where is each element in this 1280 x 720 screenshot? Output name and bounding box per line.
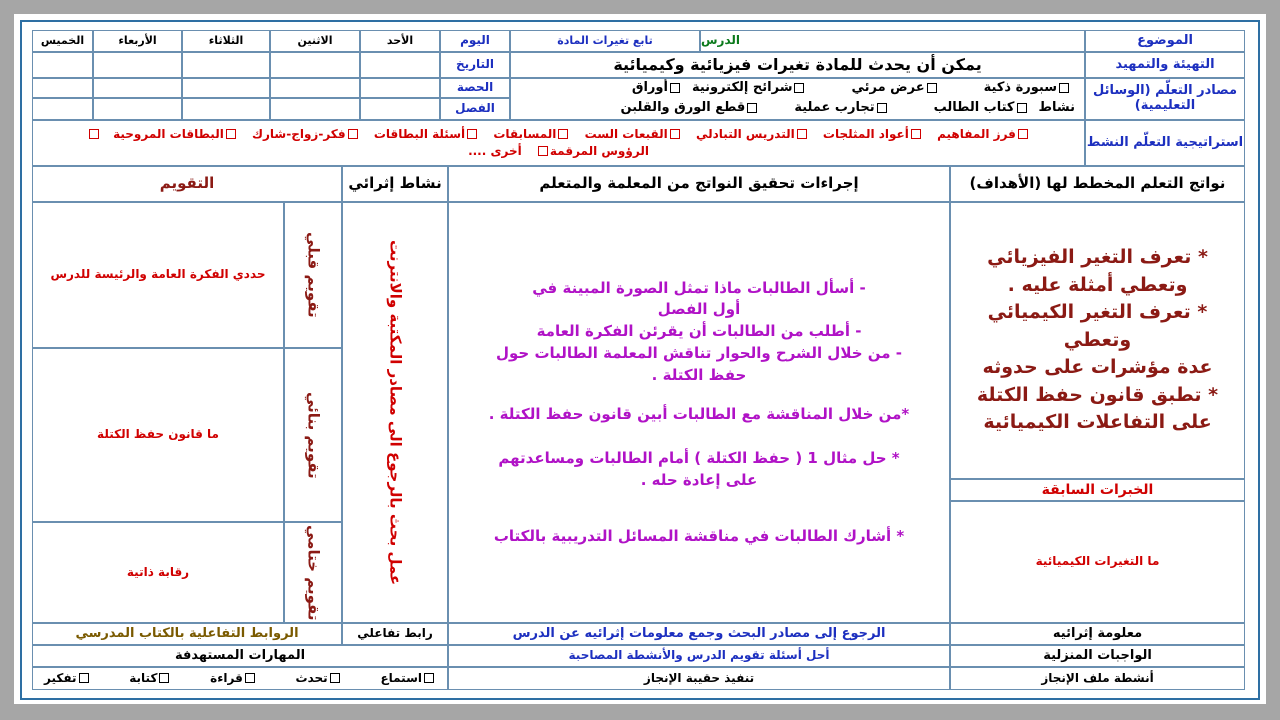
checkbox-icon [797, 129, 807, 139]
procedural-info-label: معلومة إثرائيه [950, 623, 1245, 645]
source-option[interactable]: سبورة ذكية [984, 81, 1071, 96]
strategies-row1 [82, 128, 1035, 142]
prior-knowledge-value: ما التغيرات الكيميائية [950, 501, 1245, 623]
period-cell-monday [270, 78, 360, 98]
day-monday: الاثنين [270, 30, 360, 52]
date-cell-wednesday [93, 52, 182, 78]
period-cell-wednesday [93, 78, 182, 98]
skill-option[interactable]: كتابة [129, 672, 171, 686]
date-cell-sunday [360, 52, 440, 78]
portfolio-value: تنفيذ حقيبة الإنجاز [448, 667, 950, 690]
enrichment-text: عمل بحث بالرجوع الى مصادر المكتبة والانترنت [386, 239, 405, 586]
skills-options [32, 667, 448, 690]
checkbox-icon [927, 83, 937, 93]
checkbox-icon [747, 103, 757, 113]
lesson-value: تابع تغيرات المادة [510, 30, 700, 52]
checkbox-icon [670, 129, 680, 139]
checkbox-icon [467, 129, 477, 139]
date-cell-tuesday [182, 52, 270, 78]
procedure-line: * حل مثال 1 ( حفظ الكتلة ) أمام الطالبات ومساعدتهم [498, 449, 900, 468]
sources-row1 [510, 78, 1085, 98]
procedures-cell [448, 202, 950, 623]
source-option[interactable]: أوراق [632, 81, 682, 96]
outcome-line: عدة مؤشرات على حدوثه [982, 356, 1213, 379]
skill-option[interactable]: تحدث [296, 672, 342, 686]
checkbox-icon [330, 673, 340, 683]
strategy-option[interactable]: المسابقات [493, 128, 570, 142]
eval-text-pre: حددي الفكرة العامة والرئيسة للدرس [32, 202, 284, 348]
outcomes-header: نواتج التعلم المخطط لها (الأهداف) [950, 166, 1245, 202]
strategy-option[interactable]: أسئلة البطاقات [374, 128, 479, 142]
period-cell-tuesday [182, 78, 270, 98]
day-thursday: الخميس [32, 30, 93, 52]
date-cell-thursday [32, 52, 93, 78]
class-cell-tuesday [182, 98, 270, 120]
outcome-line: * تعرف التغير الفيزيائي [987, 246, 1208, 269]
checkbox-icon [348, 129, 358, 139]
source-option[interactable]: شرائح إلكترونية [692, 81, 807, 96]
procedural-info-value: الرجوع إلى مصادر البحث وجمع معلومات إثرائيه عن الدرس [448, 623, 950, 645]
eval-type-summative: تقويم ختامي [284, 522, 342, 623]
checkbox-icon [877, 103, 887, 113]
procedure-line: *من خلال المناقشة مع الطالبات أبين قانون حفظ الكتلة . [488, 405, 910, 424]
date-label: التاريخ [440, 52, 510, 78]
checkbox-icon [245, 673, 255, 683]
strategies-row2 [463, 145, 654, 159]
eval-text-formative: ما قانون حفظ الكتلة [32, 348, 284, 522]
checkbox-icon [558, 129, 568, 139]
checkbox-icon [538, 146, 548, 156]
strategies-options [32, 120, 1085, 166]
day-wednesday: الأربعاء [93, 30, 182, 52]
target-skills-label: المهارات المستهدفة [32, 645, 448, 667]
outcome-line: على التفاعلات الكيميائية [983, 411, 1212, 434]
eval-type-formative: تقويم بنائي [284, 348, 342, 522]
outcome-line: * تطبق قانون حفظ الكتلة [976, 383, 1219, 406]
strategy-option[interactable]: أعواد المثلجات [823, 128, 923, 142]
class-cell-wednesday [93, 98, 182, 120]
homework-label: الواجبات المنزلية [950, 645, 1245, 667]
interactive-link-value[interactable]: الروابط التفاعلية بالكتاب المدرسي [32, 623, 342, 645]
skill-option[interactable]: تفكير [44, 672, 90, 686]
procedure-line: - أطلب من الطالبات أن يقرئن الفكرة العامة [536, 322, 862, 341]
checkbox-icon [1017, 103, 1027, 113]
procedure-line: على إعادة حله . [640, 470, 758, 489]
skill-option[interactable]: قراءة [210, 672, 257, 686]
skill-option[interactable]: استماع [380, 672, 436, 686]
procedure-line: * أشارك الطالبات في مناقشة المسائل التدريبية بالكتاب [493, 526, 905, 545]
enrichment-header: نشاط إثرائي [342, 166, 448, 202]
prior-knowledge-label: الخبرات السابقة [950, 479, 1245, 501]
checkbox-icon [226, 129, 236, 139]
eval-type-pre: تقويم قبلي [284, 202, 342, 348]
source-option[interactable]: كتاب الطالب [934, 101, 1029, 116]
interactive-link-label: رابط تفاعلي [342, 623, 448, 645]
source-option[interactable]: قطع الورق والقلبن [621, 101, 760, 116]
period-cell-sunday [360, 78, 440, 98]
checkbox-icon [670, 83, 680, 93]
source-option[interactable]: تجارب عملية [794, 101, 888, 116]
intro-value: يمكن أن يحدث للمادة تغيرات فيزيائية وكيميائية [510, 52, 1085, 78]
procedure-line: - من خلال الشرح والحوار تناقش المعلمة الطالبات حول [496, 343, 902, 362]
period-cell-thursday [32, 78, 93, 98]
class-cell-sunday [360, 98, 440, 120]
homework-value: أحل أسئلة تقويم الدرس والأنشطة المصاحبة [448, 645, 950, 667]
strategies-label: استراتيجية التعلّم النشط [1085, 120, 1245, 166]
outcome-line: * تعرف التغير الكيميائي وتعطي [987, 301, 1208, 351]
checkbox-icon [79, 673, 89, 683]
intro-label: التهيئة والتمهيد [1085, 52, 1245, 78]
checkbox-icon [794, 83, 804, 93]
class-label: الفصل [440, 98, 510, 120]
strategy-option[interactable]: القبعات الست [585, 128, 682, 142]
portfolio-label: أنشطة ملف الإنجاز [950, 667, 1245, 690]
source-option[interactable]: نشاط [1038, 100, 1075, 116]
source-option[interactable]: عرض مرئي [851, 81, 938, 96]
class-cell-thursday [32, 98, 93, 120]
day-tuesday: الثلاثاء [182, 30, 270, 52]
strategy-option[interactable]: فكر-زواج-شارك [252, 128, 360, 142]
procedures-header: إجراءات تحقيق النواتج من المعلمة والمتعلم [448, 166, 950, 202]
procedure-line: أول الفصل [657, 300, 741, 319]
strategy-option[interactable]: البطاقات المروحية [87, 128, 238, 142]
strategy-option[interactable]: فرز المفاهيم [937, 128, 1030, 142]
outcomes-cell [950, 202, 1245, 479]
outcome-line: وتعطي أمثلة عليه . [1007, 273, 1188, 296]
checkbox-icon [911, 129, 921, 139]
period-label: الحصة [440, 78, 510, 98]
checkbox-icon [1059, 83, 1069, 93]
strategy-option[interactable]: أخرى .... [468, 143, 522, 158]
class-cell-monday [270, 98, 360, 120]
checkbox-icon [89, 129, 99, 139]
lesson-label: الدرس [700, 30, 1085, 52]
checkbox-icon [1018, 129, 1028, 139]
strategy-option[interactable]: التدريس التبادلي [696, 128, 809, 142]
checkbox-icon [424, 673, 434, 683]
date-cell-monday [270, 52, 360, 78]
procedure-line: حفظ الكتلة . [651, 365, 747, 384]
sources-row2 [510, 98, 1085, 120]
strategy-option[interactable]: الرؤوس المرقمة [536, 145, 649, 159]
days-label: اليوم [440, 30, 510, 52]
sources-label: مصادر التعلّم (الوسائل التعليمية) [1085, 78, 1245, 120]
procedure-line: - أسأل الطالبات ماذا تمثل الصورة المبينة في [532, 278, 866, 297]
subject-label: الموضوع [1085, 30, 1245, 52]
day-sunday: الأحد [360, 30, 440, 52]
evaluation-header: التقويم [32, 166, 342, 202]
checkbox-icon [159, 673, 169, 683]
enrichment-cell [342, 202, 448, 623]
eval-text-summative: رقابة ذاتية [32, 522, 284, 623]
